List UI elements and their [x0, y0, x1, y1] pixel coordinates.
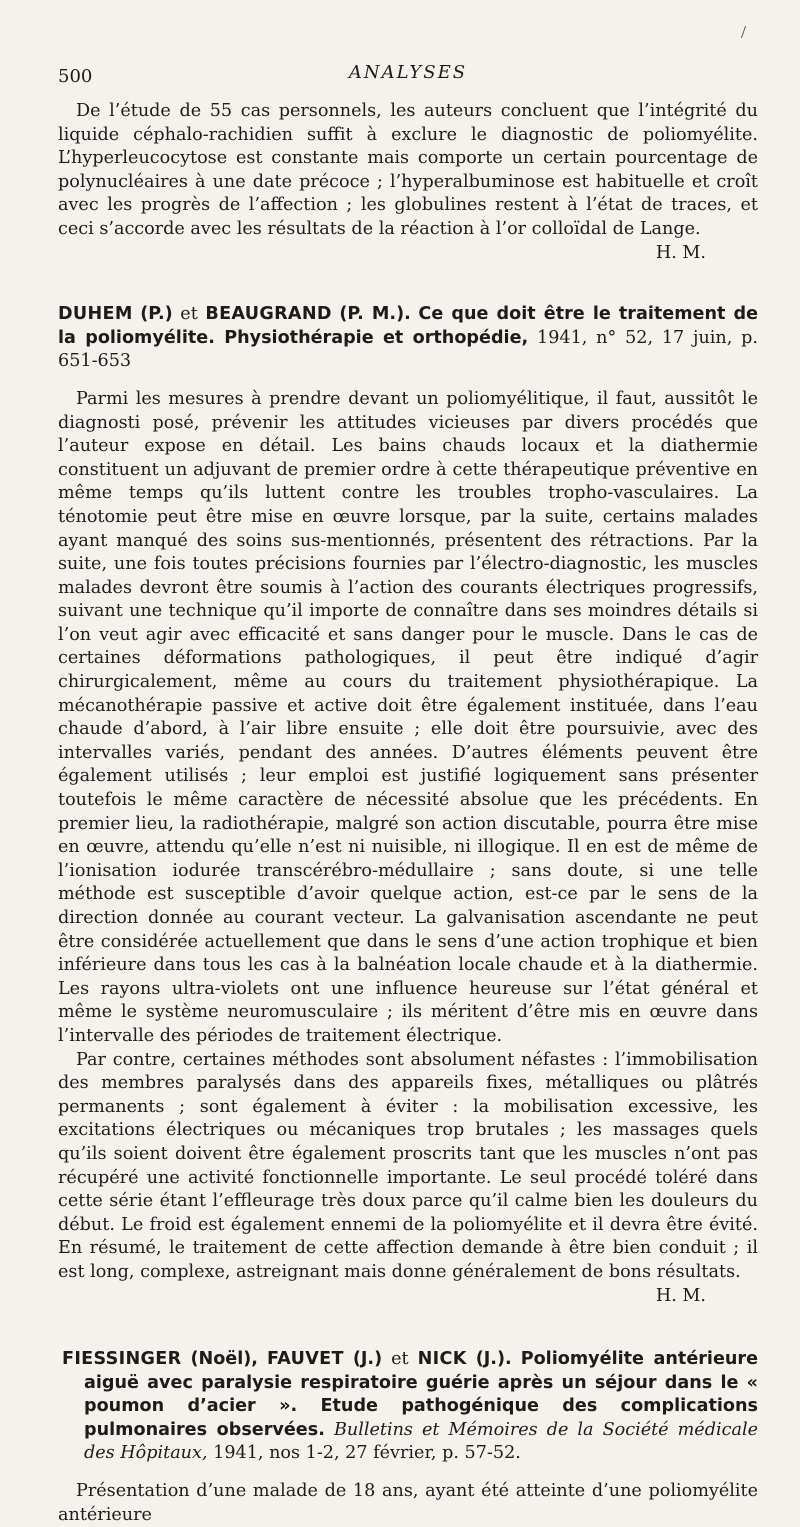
page [58, 58, 758, 1527]
entry3-journal: Bulletins et Mémoires de la Société médicale des Hôpitaux, [84, 1419, 758, 1464]
entry1-paragraph: De l’étude de 55 cas personnels, les auteurs concluent que l’intégrité du liquide céphalo-rachidien suffit à exclure le diagnostic de poliomyélite. L’hyperleucocytose est constante mais comporte un certain pourcentage de polynucléaires à une date précoce ; l’hyperalbuminose est habituelle et croît avec les progrès de l’affection ; les globulines restent à l’état de traces, et ceci s’accorde avec les résultats de la réaction à l’or colloïdal de Lange. H. M. [58, 100, 758, 242]
entry1-signature: H. M. [655, 242, 706, 263]
entry2-paragraph-2: Par contre, certaines méthodes sont absolument néfastes : l’immobilisation des membres paralysés dans des appareils fixes, métalliques ou plâtrés permanents ; sont également à éviter : la mobilisation excessive, les excitations électriques ou mécaniques trop brutales ; les massages quels qu’ils soient doivent être également proscrits tant que les muscles n’ont pas récupéré une activité fonctionnelle importante. Le seul procédé toléré dans cette série étant l’effleurage très doux parce qu’il calme bien les douleurs du début. Le froid est également ennemi de la poliomyélite et il devra être évité. En résumé, le traitement de cette affection demande à être bien conduit ; il est long, complexe, astreignant mais donne généralement de bons résultats. H. M. [58, 1049, 758, 1285]
entry2-paragraph-1: Parmi les mesures à prendre devant un poliomyélitique, il faut, aussitôt le diagnosti posé, prévenir les attitudes vicieuses par divers procédés que l’auteur expose en détail. Les bains chauds locaux et la diathermie constituent un adjuvant de premier ordre à cette thérapeutique préventive en même temps qu’ils luttent contre les troubles tropho-vasculaires. La ténotomie peut être mise en œuvre lorsque, par la suite, certains malades ayant manqué des soins sus-mentionnés, présentent des rétractions. Par la suite, une fois toutes précisions fournies par l’électro-diagnostic, les muscles malades devront être soumis à l’action des courants électriques progressifs, suivant une technique qu’il importe de connaître dans ses moindres détails si l’on veut agir avec efficacité et sans danger pour le muscle. Dans le cas de certaines déformations pathologiques, il peut être indiqué d’agir chirurgicalement, même au cours du traitement physiothérapique. La mécanothérapie passive et active doit être également instituée, dans l’eau chaude d’abord, à l’air libre ensuite ; elle doit être poursuivie, avec des intervalles variés, pendant des années. D’autres éléments peuvent être également utilisés ; leur emploi est justifié logiquement sans présenter toutefois le même caractère de nécessité absolue que les précédents. En premier lieu, la radiothérapie, malgré son action discutable, pourra être mise en œuvre, attendu qu’elle n’est ni nuisible, ni illogique. Il en est de même de l’ionisation iodurée transcérébro-médullaire ; sans doute, si une telle méthode est susceptible d’avoir quelque action, est-ce par le sens de la direction donnée au courant vecteur. La galvanisation ascendante ne peut être considérée actuellement que dans le sens d’une action trophique et bien inférieure dans tous les cas à la balnéation locale chaude et à la diathermie. Les rayons ultra-violets ont une influence heureuse sur l’état général et même le système neuromusculaire ; ils méritent d’être mis en œuvre dans l’intervalle des périodes de traitement électrique. [58, 388, 758, 1046]
author-fauvet-initials: (J.) [352, 1349, 383, 1370]
entry-duhem-beaugrand [58, 303, 758, 1308]
author-duhem-initials: (P.) [140, 304, 173, 325]
entry3-paragraph: Présentation d’une malade de 18 ans, ayant été atteinte d’une poliomyélite antérieure [58, 1481, 758, 1525]
author-nick-initials: (J.). [475, 1349, 512, 1370]
author-fiessinger: FIESSINGER [62, 1349, 182, 1370]
author-fiessinger-initials: (Noël), [190, 1349, 258, 1370]
running-title: ANALYSES [348, 62, 468, 83]
entry3-heading [58, 1348, 758, 1466]
author-duhem: DUHEM [58, 304, 133, 325]
author-fauvet: FAUVET [267, 1349, 344, 1370]
entry-fiessinger-fauvet-nick [58, 1348, 758, 1527]
entry3-title: Poliomyélite antérieure aiguë avec paralysie respiratoire guérie après un séjour dans le « poumon d’acier ». Etude pathogénique des complications pulmonaires observées. [84, 1349, 759, 1440]
entry2-heading [58, 303, 758, 374]
author-nick: NICK [417, 1349, 467, 1370]
entry2-title: Ce que doit être le traitement de la poliomyélite. Physiothérapie et orthopédie, [58, 304, 759, 348]
margin-mark: / [741, 22, 747, 42]
running-head [58, 58, 758, 94]
entry2-signature: H. M. [655, 1285, 706, 1306]
author-beaugrand-initials: (P. M.). [339, 304, 411, 325]
author-connector: et [391, 1349, 409, 1370]
entry3-citation: 1941, nos 1-2, 27 février, p. 57-52. [213, 1443, 521, 1464]
entry2-citation: 1941, n° 52, 17 juin, p. 651-653 [58, 327, 759, 372]
author-beaugrand: BEAUGRAND [205, 304, 332, 325]
author-connector: et [180, 304, 198, 325]
entry-lange [58, 100, 758, 265]
page-number: 500 [58, 66, 93, 87]
